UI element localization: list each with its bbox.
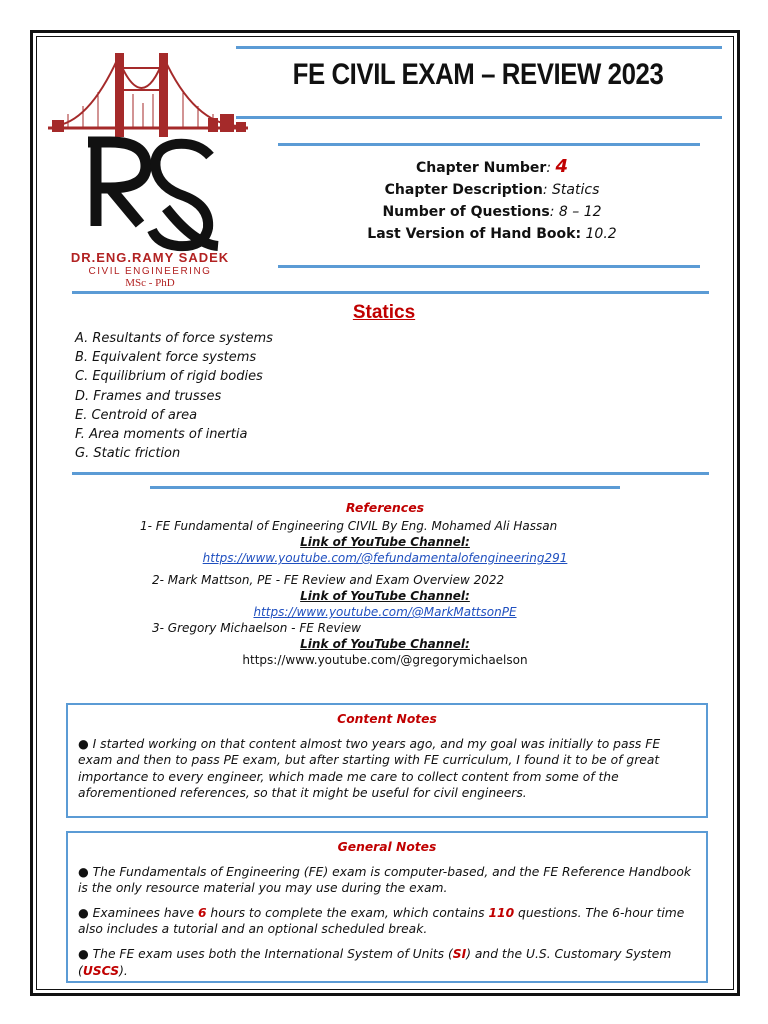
reference-url[interactable]: https://www.youtube.com/@gregorymichaelson (242, 653, 528, 667)
topic-item: G. Static friction (75, 446, 181, 462)
content-notes-box (66, 703, 708, 818)
reference-text: 3- Gregory Michaelson - FE Review (152, 621, 361, 635)
topic-item: E. Centroid of area (75, 407, 198, 423)
version-value: 10.2 (585, 226, 617, 242)
chapter-description-label: Chapter Description (384, 182, 543, 198)
divider (72, 472, 709, 475)
questions-row: Number of Questions: 8 – 12 (382, 204, 602, 220)
logo-field: CIVIL ENGINEERING (88, 266, 212, 277)
reference-link-label: Link of YouTube Channel: (300, 535, 470, 549)
version-label: Last Version of Hand Book: (367, 226, 582, 242)
si-label: SI (452, 946, 467, 961)
references (130, 500, 640, 668)
reference-link-label: Link of YouTube Channel: (300, 589, 470, 603)
chapter-info (282, 156, 702, 245)
version-row (282, 223, 702, 245)
questions-value: 8 – 12 (558, 204, 602, 220)
uscs-label: USCS (82, 963, 120, 978)
reference-link-label: Link of YouTube Channel: (300, 637, 470, 651)
hours-value: 6 (197, 905, 207, 920)
section-title: Statics (352, 302, 416, 323)
logo-degrees: MSc - PhD (125, 277, 175, 289)
general-notes-title: General Notes (337, 840, 437, 854)
logo-name: DR.ENG.RAMY SADEK (70, 250, 230, 265)
divider (150, 486, 620, 489)
logo-monogram (88, 142, 146, 226)
general-notes-box (66, 831, 708, 983)
general-note-3: ● The FE exam uses both the International System of Units (SI) and the U.S. Customary System (USCS). (78, 946, 672, 978)
chapter-description-row: Chapter Description: Statics (384, 182, 600, 198)
topic-item: A. Resultants of force systems (75, 331, 273, 346)
questions-label: Number of Questions (382, 204, 550, 220)
chapter-number-label: Chapter Number (415, 160, 547, 176)
divider (278, 265, 700, 268)
divider (72, 291, 709, 294)
reference-text: 1- FE Fundamental of Engineering CIVIL By Eng. Mohamed Ali Hassan (140, 519, 558, 533)
references-title: References (345, 500, 425, 515)
general-note-2: ● Examinees have 6 hours to complete the exam, which contains 110 questions. The 6-hour time also includes a tutorial and an optional scheduled break. (78, 905, 685, 937)
topic-list (75, 329, 273, 463)
reference-text: 2- Mark Mattson, PE - FE Review and Exam Overview 2022 (152, 573, 505, 587)
reference-url[interactable]: https://www.youtube.com/@fefundamentalofengineering291 (202, 551, 568, 565)
questions-count: 110 (488, 905, 515, 920)
chapter-number-row: Chapter Number: 4 (415, 156, 569, 177)
divider (236, 116, 722, 119)
page-title: FE CIVIL EXAM – REVIEW 2023 (292, 58, 664, 91)
general-note-1: ● The Fundamentals of Engineering (FE) exam is computer-based, and the FE Reference Handbook is the only resource material you may use during the exam. (78, 864, 692, 896)
content-notes-title: Content Notes (337, 712, 437, 726)
content-notes-text: ● I started working on that content almost two years ago, and my goal was initially to pass FE exam and then to pass PE exam, but after starting with FE curriculum, I found it to be of great importance to every engineer, which made me care to collect content from some of the aforementioned references, so that it might be useful for civil engineers. (78, 736, 661, 801)
topic-item: B. Equivalent force systems (75, 350, 257, 366)
logo (48, 48, 253, 293)
chapter-description-value: Statics (552, 182, 600, 198)
divider (236, 46, 722, 49)
reference-url[interactable]: https://www.youtube.com/@MarkMattsonPE (253, 605, 517, 619)
divider (278, 143, 700, 146)
chapter-number-value: 4 (555, 156, 569, 177)
topic-item: F. Area moments of inertia (75, 427, 248, 443)
topic-item: D. Frames and trusses (75, 388, 222, 404)
topic-item: C. Equilibrium of rigid bodies (75, 369, 263, 385)
